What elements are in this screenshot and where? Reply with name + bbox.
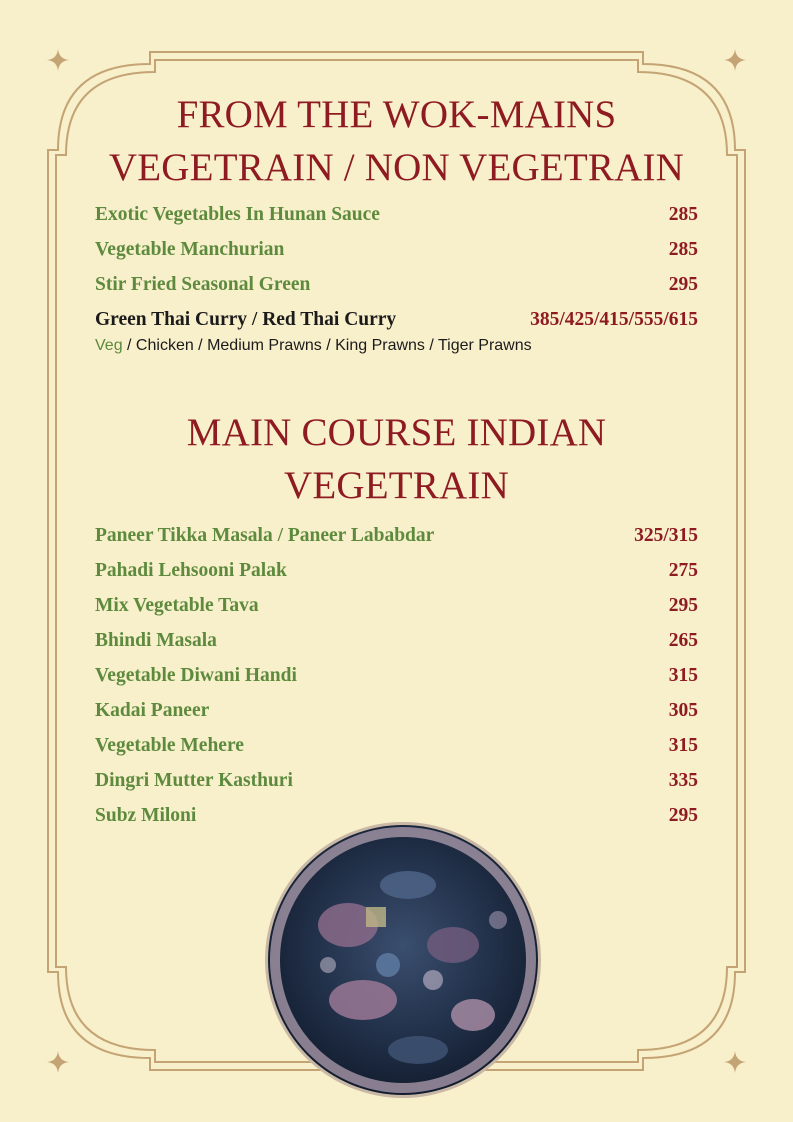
heading-line-2: VEGETRAIN / NON VEGETRAIN bbox=[108, 146, 685, 189]
heading-line-2: VEGETRAIN bbox=[284, 464, 509, 507]
item-price: 295 bbox=[668, 805, 698, 826]
menu-item bbox=[95, 204, 698, 228]
heading-line-1: MAIN COURSE INDIAN bbox=[186, 411, 607, 454]
item-name: Paneer Tikka Masala / Paneer Lababdar bbox=[95, 525, 435, 546]
sparkle-icon bbox=[47, 49, 69, 71]
menu-item bbox=[95, 700, 698, 724]
item-variants bbox=[95, 337, 532, 355]
item-name: Subz Miloni bbox=[95, 805, 197, 826]
item-price: 295 bbox=[668, 595, 698, 616]
menu-item bbox=[95, 560, 698, 584]
item-price: 315 bbox=[668, 735, 698, 756]
item-name: Bhindi Masala bbox=[95, 630, 217, 651]
variant-veg: Veg bbox=[95, 337, 123, 354]
item-name: Vegetable Mehere bbox=[95, 735, 244, 756]
item-price: 315 bbox=[668, 665, 698, 686]
item-name: Vegetable Manchurian bbox=[95, 239, 285, 260]
item-price: 265 bbox=[668, 630, 698, 651]
item-price: 285 bbox=[668, 204, 698, 225]
menu-item bbox=[95, 274, 698, 298]
menu-item bbox=[95, 309, 698, 333]
menu-item bbox=[95, 770, 698, 794]
sparkle-icon bbox=[47, 1051, 69, 1073]
menu-item bbox=[95, 239, 698, 263]
item-price: 275 bbox=[668, 560, 698, 581]
variant-others: / Chicken / Medium Prawns / King Prawns / Tiger Prawns bbox=[122, 337, 532, 354]
item-price: 335 bbox=[668, 770, 698, 791]
item-price: 325/315 bbox=[634, 525, 698, 546]
section-heading-indian bbox=[0, 406, 793, 512]
item-price: 305 bbox=[668, 700, 698, 721]
menu-item bbox=[95, 665, 698, 689]
item-price: 385/425/415/555/615 bbox=[530, 309, 698, 330]
item-name: Green Thai Curry / Red Thai Curry bbox=[95, 309, 397, 330]
menu-item bbox=[95, 595, 698, 619]
item-name: Pahadi Lehsooni Palak bbox=[95, 560, 287, 581]
sparkle-icon bbox=[724, 1051, 746, 1073]
sparkle-icon bbox=[724, 49, 746, 71]
menu-item bbox=[95, 630, 698, 654]
section-heading-wok bbox=[0, 88, 793, 194]
menu-item bbox=[95, 525, 698, 549]
menu-item bbox=[95, 735, 698, 759]
heading-line-1: FROM THE WOK-MAINS bbox=[176, 93, 617, 136]
item-name: Dingri Mutter Kasthuri bbox=[95, 770, 293, 791]
item-name: Kadai Paneer bbox=[95, 700, 210, 721]
item-name: Exotic Vegetables In Hunan Sauce bbox=[95, 204, 380, 225]
item-name: Vegetable Diwani Handi bbox=[95, 665, 297, 686]
item-price: 285 bbox=[668, 239, 698, 260]
item-name: Stir Fried Seasonal Green bbox=[95, 274, 311, 295]
item-price: 295 bbox=[668, 274, 698, 295]
dish-photo bbox=[268, 825, 538, 1095]
item-name: Mix Vegetable Tava bbox=[95, 595, 259, 616]
